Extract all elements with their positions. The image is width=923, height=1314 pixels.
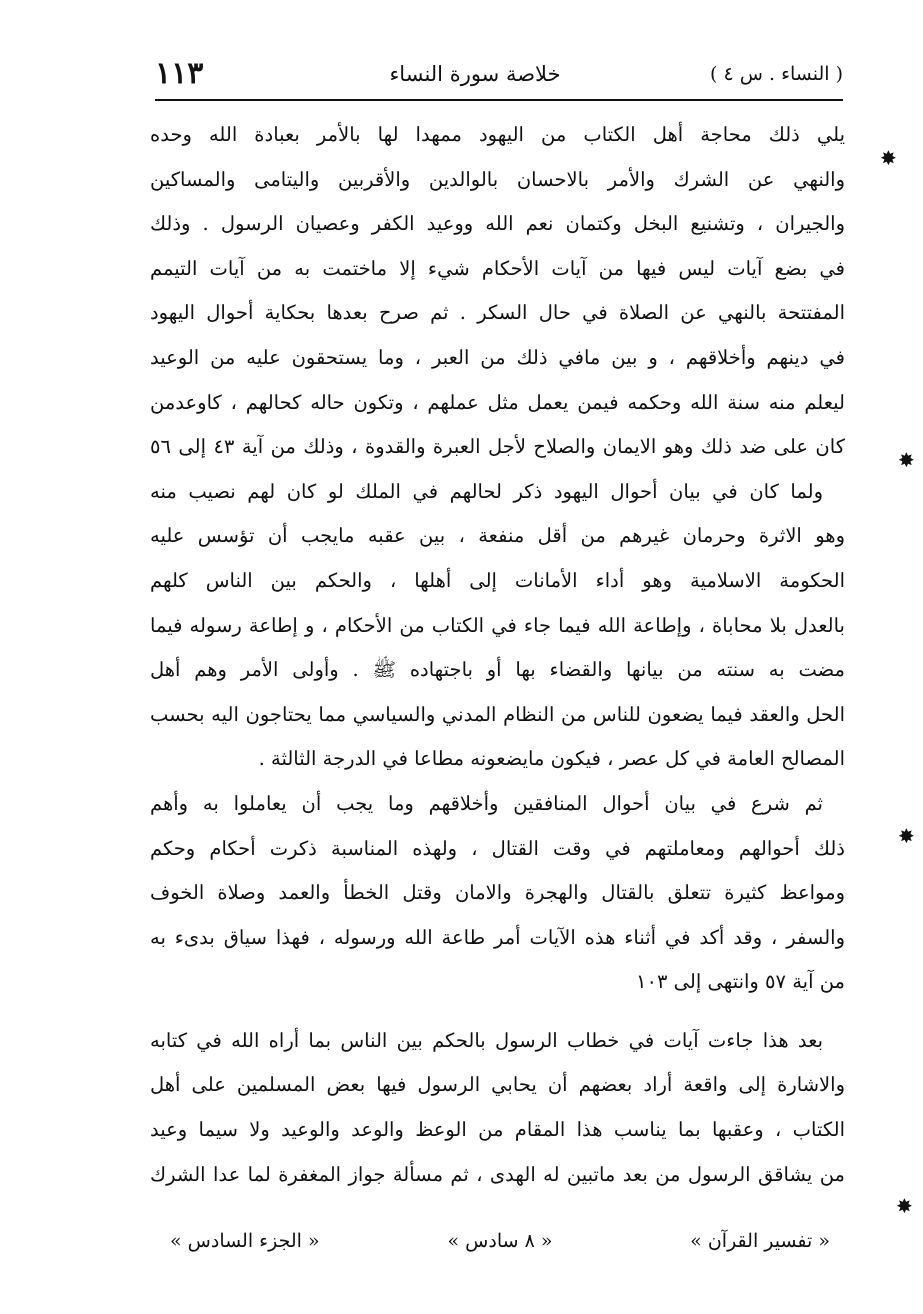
- text-line: المفتتحة بالنهي عن الصلاة في حال السكر . ثم صرح بعدها بحكاية أحوال اليهود: [150, 301, 845, 325]
- text-line: والجيران ، وتشنيع البخل وكتمان نعم الله ووعيد الكفر وعصيان الرسول . وذلك: [150, 212, 845, 236]
- text-line: من آية ٥٧ وانتهى إلى ١٠٣: [636, 970, 845, 994]
- text-line: من يشاقق الرسول من بعد ماتبين له الهدى ، ثم مسألة جواز المغفرة لما عدا الشرك: [150, 1162, 845, 1186]
- footer-part-code: « ٨ سادس »: [447, 1230, 553, 1252]
- text-line: والاشارة إلى واقعة أراد بعضهم أن يحابي الرسول فيها بعض المسلمين على أهل: [150, 1073, 845, 1097]
- running-title: خلاصة سورة النساء: [389, 62, 561, 86]
- binding-hole-mark: ✸: [898, 448, 915, 472]
- text-line: الحكومة الاسلامية وهو أداء الأمانات إلى أهلها ، والحكم بين الناس كلهم: [150, 568, 845, 592]
- text-line: ولما كان في بيان أحوال اليهود ذكر لحالهم في الملك لو كان لهم نصيب منه: [150, 479, 823, 503]
- section-reference: ( النساء . س ٤ ): [710, 63, 843, 85]
- text-line: في دينهم وأخلاقهم ، و بين مافي ذلك من العبر ، وما يستحقون عليه من الوعيد: [150, 345, 845, 369]
- text-line: مضت به سنته من بيانها والقضاء بها أو باجتهاده ﷺ . وأولى الأمر وهم أهل: [150, 658, 845, 682]
- page-number: ١١٣: [155, 56, 204, 91]
- text-line: ثم شرع في بيان أحوال المنافقين وأخلاقهم وما يجب أن يعاملوا به وأهم: [150, 791, 823, 815]
- page-footer: [160, 1226, 840, 1262]
- paragraph-gap: [150, 1005, 845, 1019]
- text-line: بالعدل بلا محاباة ، وإطاعة الله فيما جاء في الكتاب من الأحكام ، و إطاعة رسوله فيما: [150, 613, 845, 637]
- text-line: وهو الاثرة وحرمان غيرهم من أقل منفعة ، بين عقبه مايجب أن تؤسس عليه: [150, 524, 845, 548]
- text-line: الحل والعقد فيما يضعون للناس من النظام المدني والسياسي مما يحتاجون اليه بحسب: [150, 702, 845, 726]
- text-line: بعد هذا جاءت آيات في خطاب الرسول بالحكم بين الناس بما أراه الله في كتابه: [150, 1028, 823, 1052]
- text-line: ومواعظ كثيرة تتعلق بالقتال والهجرة والامان وقتل الخطأ والعمد وصلاة الخوف: [150, 881, 845, 905]
- text-line: المصالح العامة في كل عصر ، فيكون مايضعونه مطاعا في الدرجة الثالثة .: [258, 747, 845, 771]
- text-line: في بضع آيات ليس فيها من آيات الأحكام شيء إلا ماختمت به من آيات التيمم: [150, 256, 845, 280]
- binding-hole-mark: ✸: [898, 824, 915, 848]
- page-header: [155, 56, 843, 94]
- text-line: الكتاب ، وعقبها بما يناسب هذا المقام من الوعظ والوعد والوعيد ولا سيما وعيد: [150, 1118, 845, 1142]
- body-text: [150, 113, 845, 1197]
- header-rule: [155, 99, 843, 101]
- text-line: يلي ذلك محاجة أهل الكتاب من اليهود ممهدا لها بالأمر بعبادة الله وحده: [150, 123, 845, 146]
- footer-book-title: « تفسير القرآن »: [690, 1230, 830, 1252]
- footer-volume: « الجزء السادس »: [170, 1230, 320, 1252]
- text-line: والنهي عن الشرك والأمر بالاحسان بالوالدين والأقربين واليتامى والمساكين: [150, 167, 845, 191]
- binding-hole-mark: ✸: [896, 1194, 913, 1218]
- binding-hole-mark: ✸: [880, 146, 897, 170]
- text-line: ليعلم منه سنة الله وحكمه فيمن يعمل مثل عملهم ، وتكون حاله كحالهم ، كاوعدمن: [150, 390, 845, 414]
- text-line: كان على ضد ذلك وهو الايمان والصلاح لأجل العبرة والقدوة ، وذلك من آية ٤٣ إلى ٥٦: [150, 435, 845, 459]
- text-line: ذلك أحوالهم ومعاملتهم في وقت القتال ، ولهذه المناسبة ذكرت أحكام وحكم: [150, 836, 845, 860]
- text-line: والسفر ، وقد أكد في أثناء هذه الآيات أمر طاعة الله ورسوله ، فهذا سياق بدىء به: [150, 925, 845, 949]
